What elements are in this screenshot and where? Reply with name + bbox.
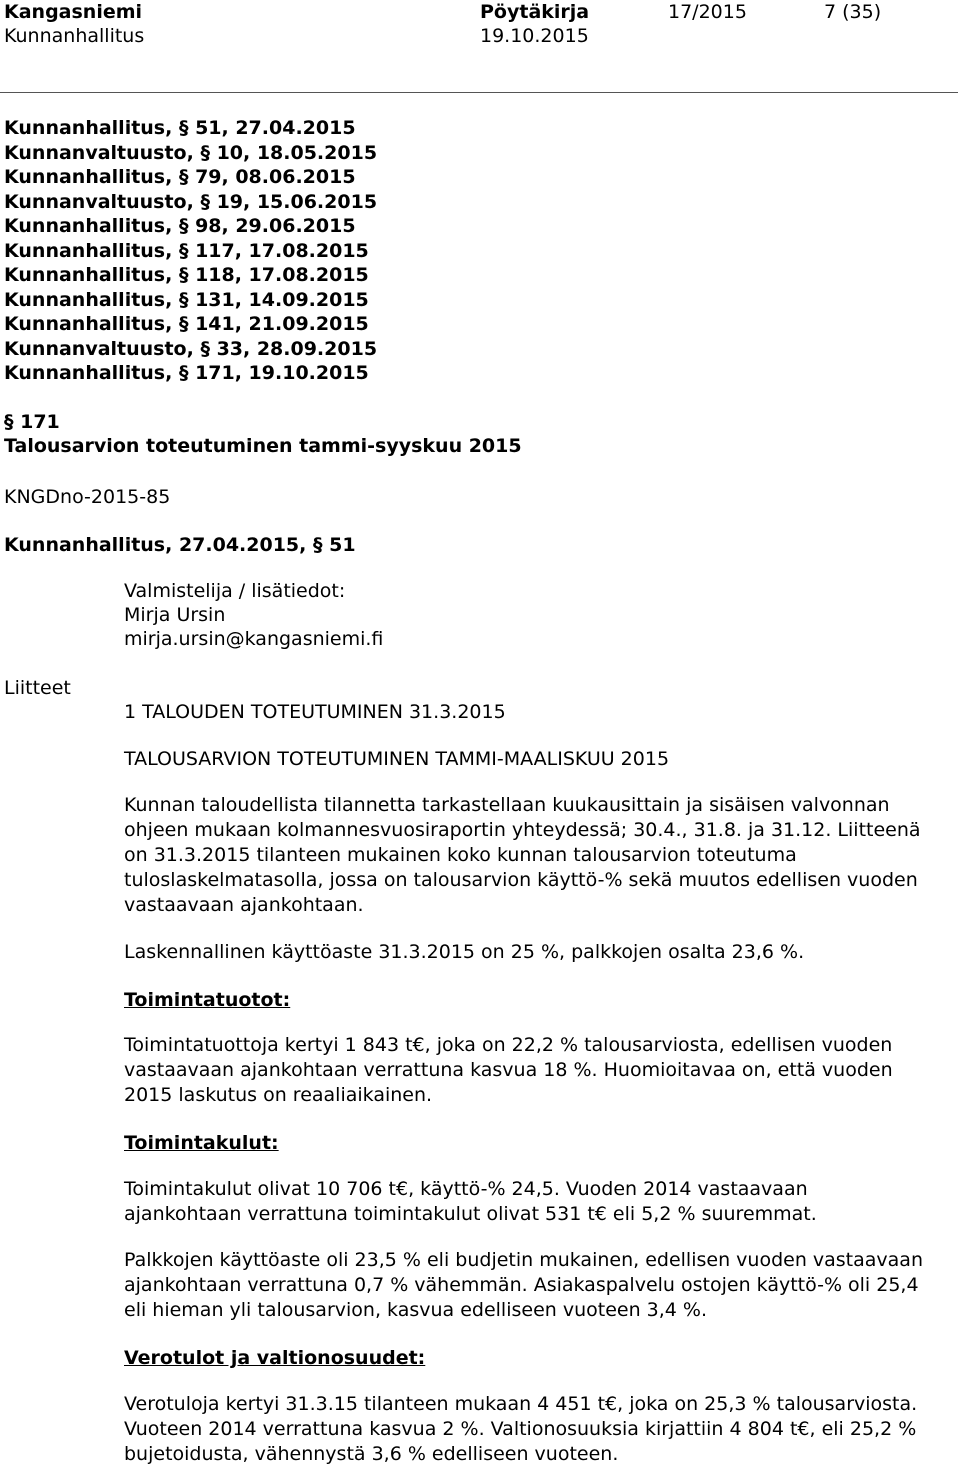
history-item: Kunnanhallitus, § 51, 27.04.2015 bbox=[4, 117, 356, 139]
meeting-reference: Kunnanhallitus, 27.04.2015, § 51 bbox=[4, 534, 356, 556]
heading-operating-income: Toimintatuotot: bbox=[124, 989, 291, 1011]
document-type: Pöytäkirja bbox=[480, 1, 590, 23]
paragraph-1 bbox=[124, 793, 924, 918]
paragraph-text: Kunnan taloudellista tilannetta tarkastellaan kuukausittain ja sisäisen valvonnan ohjeen mukaan kolmannesvuosiraportin yhteydessä; 30.4., 31.8. ja 31.12. Liitteenä on 31.3.2015 tilanteen mukainen koko kunnan talousarvion toteutuma tuloslaskelmatasolla, jossa on talousarvion käyttö-% sekä muutos edellisen vuoden vastaavaan ajankohtaan. bbox=[124, 794, 921, 916]
history-item: Kunnanhallitus, § 117, 17.08.2015 bbox=[4, 239, 369, 262]
paragraph-text: Laskennallinen käyttöaste 31.3.2015 on 25 %, palkkojen osalta 23,6 %. bbox=[124, 941, 805, 963]
history-item: Kunnanhallitus, § 131, 14.09.2015 bbox=[4, 288, 369, 311]
preparer-name: Mirja Ursin bbox=[124, 604, 226, 626]
heading-tax-revenue: Verotulot ja valtionosuudet: bbox=[124, 1347, 426, 1369]
page-number: 7 (35) bbox=[824, 1, 882, 23]
preparer-label: Valmistelija / lisätiedot: bbox=[124, 580, 346, 602]
paragraph-5 bbox=[124, 1248, 924, 1323]
paragraph-text: Palkkojen käyttöaste oli 23,5 % eli budjetin mukainen, edellisen vuoden vastaavaan ajankohtaan verrattuna 0,7 % vähemmän. Asiakaspalvelu ostojen käyttö-% oli 25,4 eli hieman yli talousarvion, kasvua edelliseen vuoteen 3,4 %. bbox=[124, 1249, 923, 1321]
history-item: Kunnanhallitus, § 79, 08.06.2015 bbox=[4, 166, 356, 188]
paragraph-6 bbox=[124, 1392, 924, 1467]
history-item: Kunnanhallitus, § 141, 21.09.2015 bbox=[4, 313, 369, 335]
kngd-number: KNGDno-2015-85 bbox=[4, 486, 171, 508]
paragraph-3 bbox=[124, 1033, 924, 1108]
paragraph-4 bbox=[124, 1177, 924, 1227]
history-item: Kunnanvaltuusto, § 33, 28.09.2015 bbox=[4, 337, 378, 360]
header-divider bbox=[0, 92, 958, 93]
history-item: Kunnanvaltuusto, § 19, 15.06.2015 bbox=[4, 190, 378, 213]
protocol-number: 17/2015 bbox=[668, 1, 747, 23]
paragraph-text: Toimintakulut olivat 10 706 t€, käyttö-% 24,5. Vuoden 2014 vastaavaan ajankohtaan verrattuna toimintakulut olivat 531 t€ eli 5,2 % suuremmat. bbox=[124, 1178, 817, 1225]
paragraph-2 bbox=[124, 940, 924, 965]
history-item: Kunnanhallitus, § 171, 19.10.2015 bbox=[4, 362, 369, 384]
attachments-label: Liitteet bbox=[4, 677, 71, 699]
preparer-email[interactable]: mirja.ursin@kangasniemi.fi bbox=[124, 628, 384, 650]
page-header bbox=[0, 0, 960, 94]
processing-history bbox=[4, 116, 377, 386]
body-heading: TALOUSARVION TOTEUTUMINEN TAMMI-MAALISKUU 2015 bbox=[124, 748, 670, 770]
paragraph-text: Toimintatuottoja kertyi 1 843 t€, joka on 22,2 % talousarviosta, edellisen vuoden vastaavaan ajankohtaan verrattuna kasvua 18 %. Huomioitavaa on, että vuoden 2015 laskutus on reaaliaikainen. bbox=[124, 1034, 893, 1106]
municipality-name: Kangasniemi bbox=[4, 1, 143, 23]
attachment-item[interactable]: 1 TALOUDEN TOTEUTUMINEN 31.3.2015 bbox=[124, 701, 506, 723]
organ-name: Kunnanhallitus bbox=[4, 25, 145, 47]
history-item: Kunnanhallitus, § 98, 29.06.2015 bbox=[4, 215, 356, 237]
paragraph-text: Verotuloja kertyi 31.3.15 tilanteen mukaan 4 451 t€, joka on 25,3 % talousarviosta. Vuoteen 2014 verrattuna kasvua 2 %. Valtionosuuksia kirjattiin 4 804 t€, eli 25,2 % bujetoidusta, vähennystä 3,6 % edelliseen vuoteen. bbox=[124, 1393, 918, 1465]
history-item: Kunnanhallitus, § 118, 17.08.2015 bbox=[4, 264, 369, 286]
section-number: § 171 bbox=[4, 411, 60, 433]
history-item: Kunnanvaltuusto, § 10, 18.05.2015 bbox=[4, 141, 378, 164]
heading-operating-costs: Toimintakulut: bbox=[124, 1132, 279, 1154]
meeting-date: 19.10.2015 bbox=[480, 25, 589, 47]
section-title: Talousarvion toteutuminen tammi-syyskuu 2015 bbox=[4, 435, 522, 457]
